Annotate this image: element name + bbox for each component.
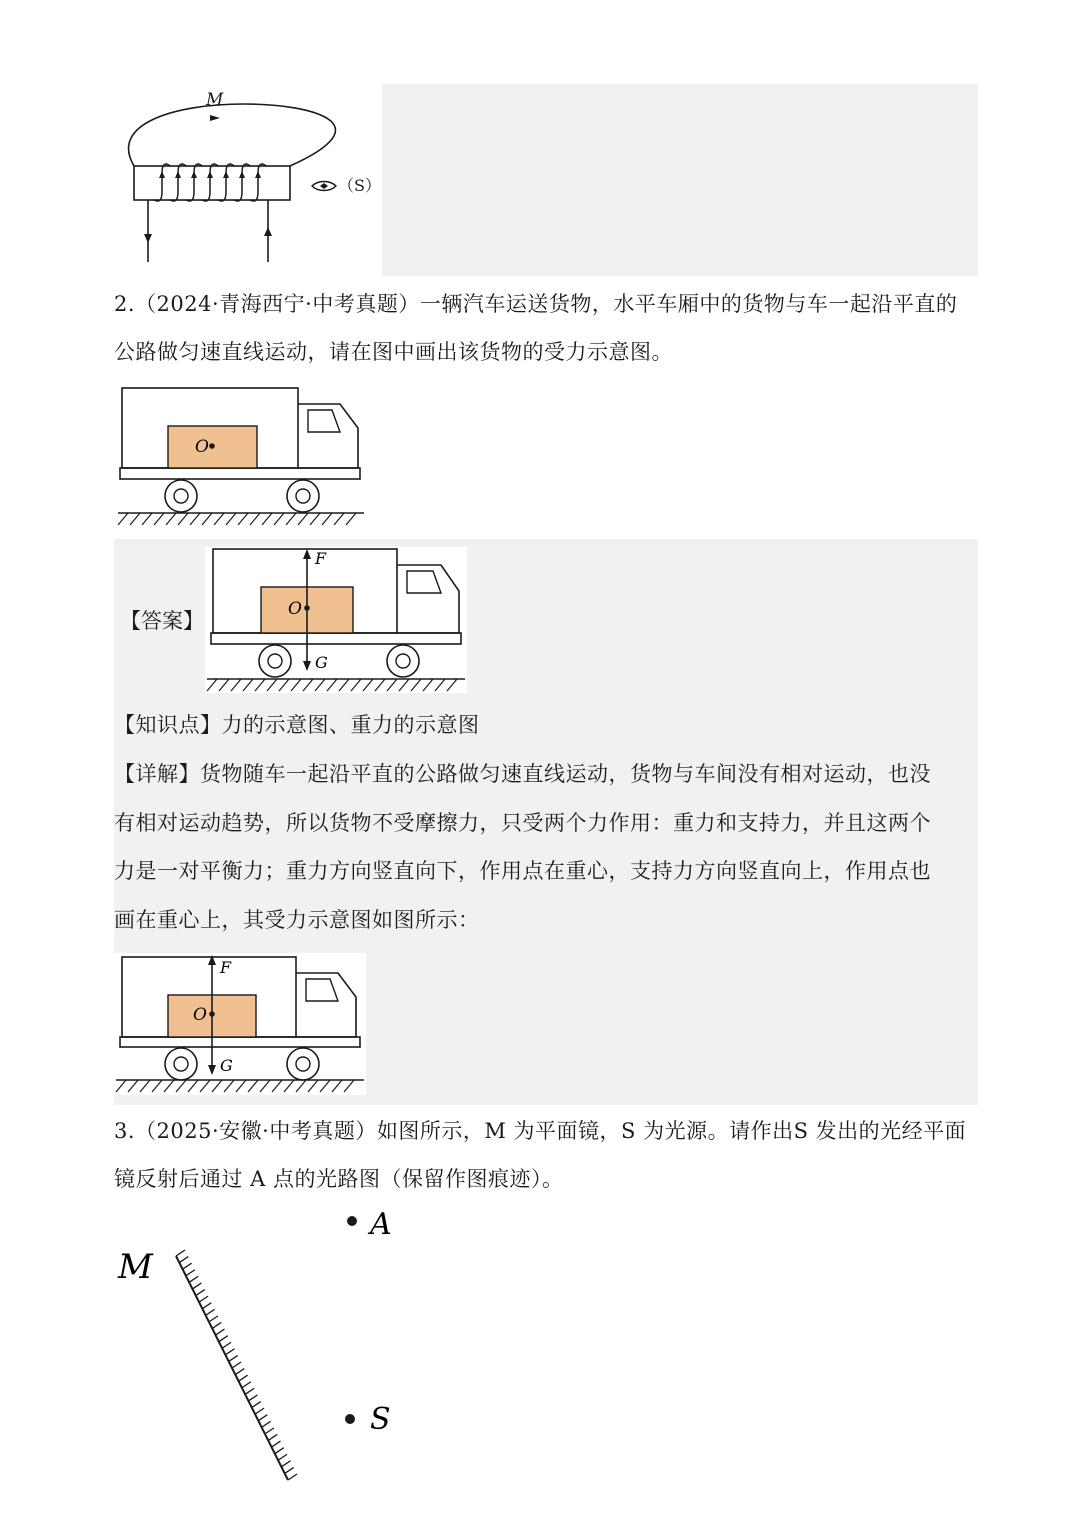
mirror-hatch-line xyxy=(196,1290,205,1296)
force-label-g: G xyxy=(220,1056,233,1075)
mirror-hatch-line xyxy=(248,1395,257,1401)
mirror-hatch-line xyxy=(189,1276,198,1282)
mirror-label-m: M xyxy=(118,1247,153,1287)
mirror-hatch-line xyxy=(239,1375,248,1381)
mirror-hatch-line xyxy=(242,1382,251,1388)
point-a xyxy=(347,1216,357,1226)
mirror-hatch-line xyxy=(179,1257,188,1263)
mirror-hatch-line xyxy=(245,1388,254,1394)
mirror-hatch-line xyxy=(183,1263,192,1269)
mirror-hatch-line xyxy=(206,1309,215,1315)
detail-line2: 有相对运动趋势，所以货物不受摩擦力，只受两个力作用：重力和支持力，并且这两个 xyxy=(114,811,931,835)
detail-line4: 画在重心上，其受力示意图如图所示： xyxy=(114,908,480,932)
mirror-hatch-line xyxy=(288,1474,297,1480)
mirror-hatch-line xyxy=(258,1415,267,1421)
detail-line3: 力是一对平衡力；重力方向竖直向下，作用点在重心，支持力方向竖直向上，作用点也 xyxy=(114,859,931,883)
mirror-hatch-line xyxy=(222,1342,231,1348)
force-label-g: G xyxy=(315,653,328,672)
mirror-hatch-line xyxy=(265,1428,274,1434)
cargo-center-label: O xyxy=(193,1005,207,1025)
truck-figure-explanation xyxy=(114,953,366,1095)
mirror-figure xyxy=(110,1200,410,1500)
force-label-f: F xyxy=(220,958,232,977)
mirror-hatch-line xyxy=(199,1296,208,1302)
mirror-hatch-line xyxy=(235,1369,244,1375)
mirror-hatch-line xyxy=(212,1322,221,1328)
mirror-hatch-line xyxy=(225,1349,234,1355)
solenoid-figure xyxy=(114,84,382,276)
truck-diagram-answer xyxy=(205,547,467,693)
mirror-hatch-line xyxy=(219,1336,228,1342)
mirror-hatch-line xyxy=(272,1441,281,1447)
question3-line2: 镜反射后通过 A 点的光路图（保留作图痕迹）。 xyxy=(114,1167,564,1191)
mirror-hatching xyxy=(176,1250,297,1480)
force-label-f: F xyxy=(315,549,327,568)
mirror-hatch-line xyxy=(229,1355,238,1361)
point-label-s: S xyxy=(370,1402,391,1437)
detail-line1: 【详解】货物随车一起沿平直的公路做匀速直线运动，货物与车间没有相对运动，也没 xyxy=(114,762,931,786)
cargo-center-label: O xyxy=(288,599,302,619)
mirror-diagram xyxy=(110,1200,410,1500)
mirror-hatch-line xyxy=(268,1434,277,1440)
mirror-hatch-line xyxy=(262,1421,271,1427)
mirror-hatch-line xyxy=(216,1329,225,1335)
question2-line2: 公路做匀速直线运动，请在图中画出该货物的受力示意图。 xyxy=(114,340,673,364)
mirror-hatch-line xyxy=(255,1408,264,1414)
mirror-hatch-line xyxy=(192,1283,201,1289)
truck-diagram-explanation xyxy=(114,953,366,1095)
solenoid-label-m: M xyxy=(206,90,224,110)
knowledge-point: 【知识点】力的示意图、重力的示意图 xyxy=(114,713,480,737)
mirror-hatch-line xyxy=(176,1250,185,1256)
point-s xyxy=(345,1414,355,1424)
cargo-center-label: O xyxy=(195,437,209,457)
question2-line1: 2.（2024·青海西宁·中考真题）一辆汽车运送货物，水平车厢中的货物与车一起沿平直的 xyxy=(114,292,958,316)
truck-figure-answer xyxy=(205,547,467,693)
solenoid-label-s: （S） xyxy=(338,176,381,195)
mirror-hatch-line xyxy=(281,1461,290,1467)
truck-diagram-question xyxy=(114,380,366,530)
mirror-hatch-line xyxy=(186,1270,195,1276)
mirror-hatch-line xyxy=(278,1454,287,1460)
truck-figure-question xyxy=(114,380,366,530)
answer-label: 【答案】 xyxy=(120,609,204,633)
mirror-hatch-line xyxy=(232,1362,241,1368)
mirror-hatch-line xyxy=(209,1316,218,1322)
mirror-hatch-line xyxy=(275,1448,284,1454)
mirror-hatch-line xyxy=(285,1467,294,1473)
question3-line1: 3.（2025·安徽·中考真题）如图所示，M 为平面镜，S 为光源。请作出S 发出的光经平面 xyxy=(114,1119,967,1143)
point-label-a: A xyxy=(370,1207,392,1242)
mirror-hatch-line xyxy=(202,1303,211,1309)
mirror-hatch-line xyxy=(252,1402,261,1408)
